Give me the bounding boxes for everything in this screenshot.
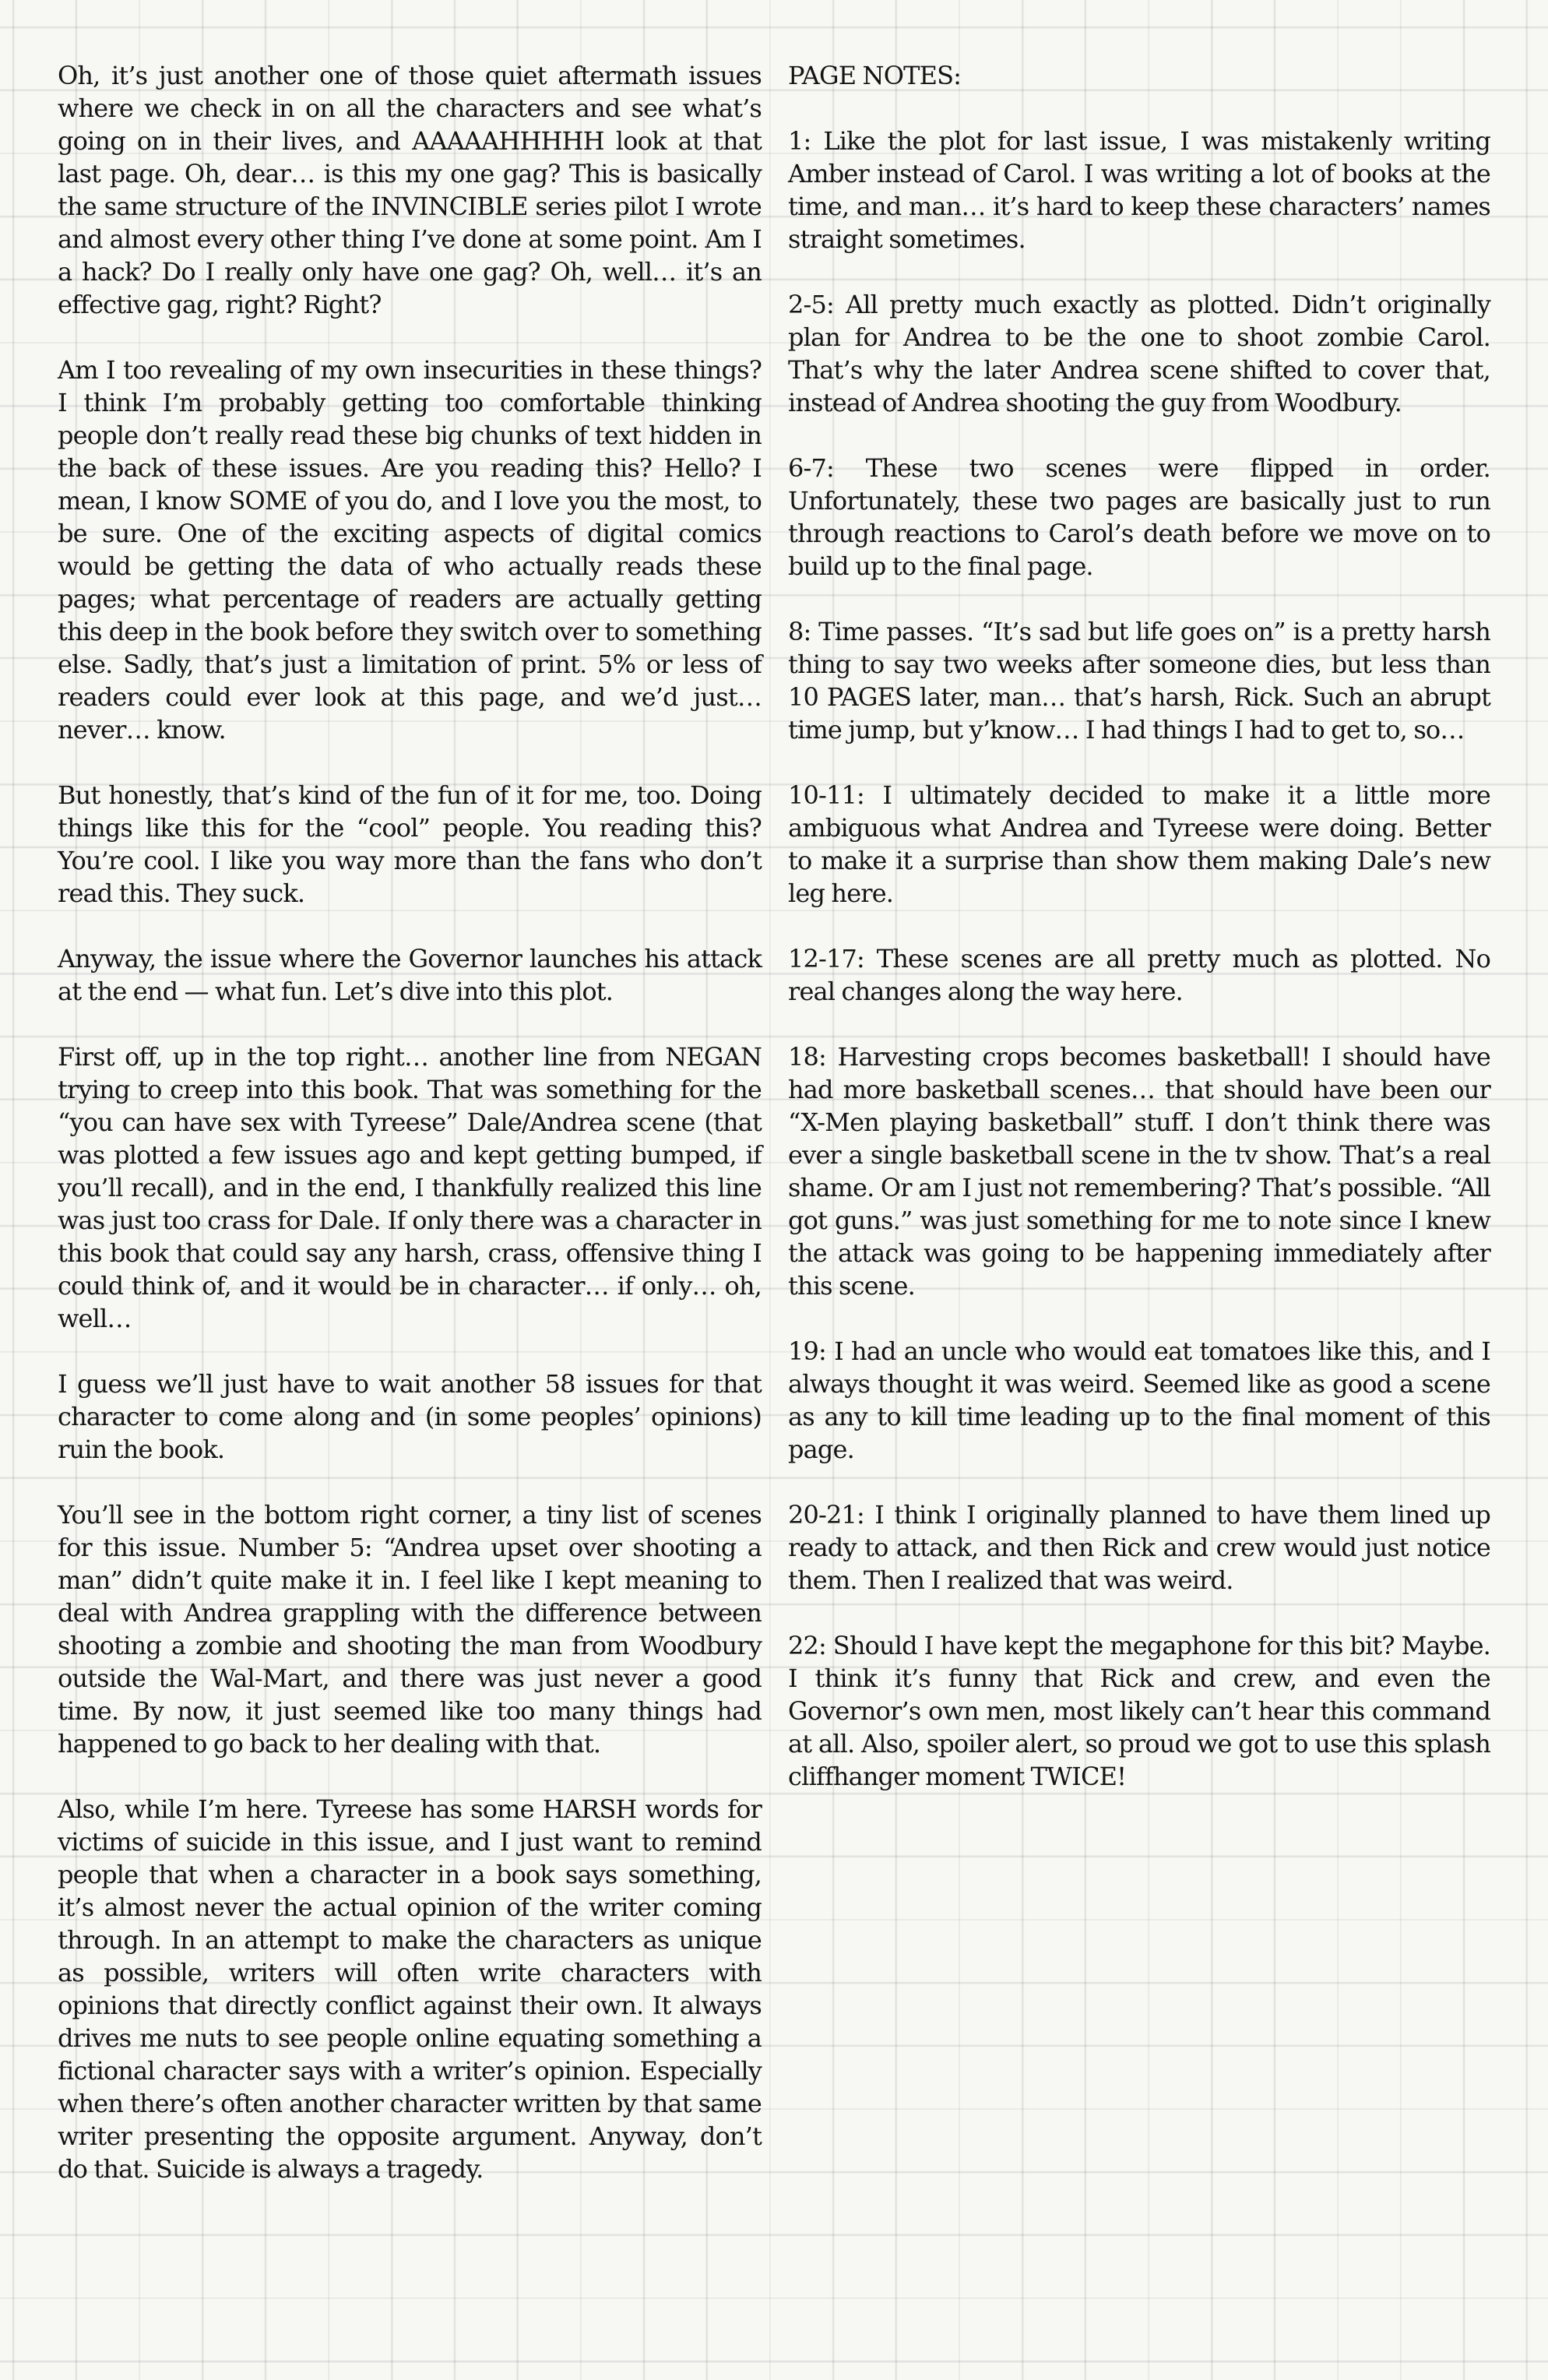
page-note: 10-11: I ultimately decided to make it a little more ambiguous what Andrea and Tyreese were doing. Better to make it a surprise than show them making Dale’s new leg here. <box>788 780 1490 908</box>
paragraph: First off, up in the top right… another line from NEGAN trying to creep into this book. That was something for the “you can have sex with Tyreese” Dale/Andrea scene (that was plotted a few issues ago and kept getting bumped, if you’ll recall), and in the end, I thankfully realized this line was just too crass for Dale. If only there was a character in this book that could say any harsh, crass, offensive thing I could think of, and it would be in character… if only… oh, well… <box>58 1042 762 1333</box>
paragraph: You’ll see in the bottom right corner, a tiny list of scenes for this issue. Number 5: “Andrea upset over shooting a man” didn’t quite make it in. I feel like I kept meaning to deal with Andrea grappling with the difference between shooting a zombie and shooting the man from Woodbury outside the Wal-Mart, and there was just never a good time. By now, it just seemed like too many things had happened to go back to her dealing with that. <box>58 1500 762 1759</box>
page-note: 12-17: These scenes are all pretty much as plotted. No real changes along the way here. <box>788 944 1490 1006</box>
page-note: 19: I had an uncle who would eat tomatoes like this, and I always thought it was weird. Seemed like as good a scene as any to kill time leading up to the final moment of this page. <box>788 1336 1490 1464</box>
page-note: 22: Should I have kept the megaphone for this bit? Maybe. I think it’s funny that Rick and crew, and even the Governor’s own men, most likely can’t hear this command at all. Also, spoiler alert, so proud we got to use this splash cliffhanger moment TWICE! <box>788 1631 1490 1791</box>
paragraph: Anyway, the issue where the Governor launches his attack at the end — what fun. Let’s dive into this plot. <box>58 944 762 1006</box>
page-notes-column <box>788 59 1490 1825</box>
page-notes-heading: PAGE NOTES: <box>788 61 962 90</box>
page-note: 18: Harvesting crops becomes basketball! I should have had more basketball scenes… that should have been our “X-Men playing basketball” stuff. I don’t think there was ever a single basketball scene in the tv show. That’s a real shame. Or am I just not remembering? That’s possible. “All got guns.” was just something for me to note since I knew the attack was going to be happening immediately after this scene. <box>788 1042 1490 1301</box>
page-note: 8: Time passes. “It’s sad but life goes on” is a pretty harsh thing to say two weeks after someone dies, but less than 10 PAGES later, man… that’s harsh, Rick. Such an abrupt time jump, but y’know… I had things I had to get to, so… <box>788 617 1490 745</box>
paragraph: I guess we’ll just have to wait another 58 issues for that character to come along and (in some peoples’ opinions) ruin the book. <box>58 1369 762 1464</box>
paragraph: But honestly, that’s kind of the fun of it for me, too. Doing things like this for the “cool” people. You reading this? You’re cool. I like you way more than the fans who don’t read this. They suck. <box>58 780 762 908</box>
paragraph: Am I too revealing of my own insecurities in these things? I think I’m probably getting too comfortable thinking people don’t really read these big chunks of text hidden in the back of these issues. Are you reading this? Hello? I mean, I know SOME of you do, and I love you the most, to be sure. One of the exciting aspects of digital comics would be getting the data of who actually reads these pages; what percentage of readers are actually getting this deep in the book before they switch over to something else. Sadly, that’s just a limitation of print. 5% or less of readers could ever look at this page, and we’d just… never… know. <box>58 355 762 745</box>
letters-column-left <box>58 59 762 2218</box>
page-note: 1: Like the plot for last issue, I was mistakenly writing Amber instead of Carol. I was writing a lot of books at the time, and man… it’s hard to keep these characters’ names straight sometimes. <box>788 126 1490 254</box>
page-note: 2-5: All pretty much exactly as plotted. Didn’t originally plan for Andrea to be the one to shoot zombie Carol. That’s why the later Andrea scene shifted to cover that, instead of Andrea shooting the guy from Woodbury. <box>788 290 1490 417</box>
page-note: 6-7: These two scenes were flipped in order. Unfortunately, these two pages are basically just to run through reactions to Carol’s death before we move on to build up to the final page. <box>788 453 1490 581</box>
page-note: 20-21: I think I originally planned to have them lined up ready to attack, and then Rick and crew would just notice them. Then I realized that was weird. <box>788 1500 1490 1595</box>
paragraph: Also, while I’m here. Tyreese has some HARSH words for victims of suicide in this issue, and I just want to remind people that when a character in a book says something, it’s almost never the actual opinion of the writer coming through. In an attempt to make the characters as unique as possible, writers will often write characters with opinions that directly conflict against their own. It always drives me nuts to see people online equating something a fictional character says with a writer’s opinion. Especially when there’s often another character written by that same writer presenting the opposite argument. Anyway, don’t do that. Suicide is always a tragedy. <box>58 1794 762 2184</box>
paragraph: Oh, it’s just another one of those quiet aftermath issues where we check in on all the characters and see what’s going on in their lives, and AAAAAHHHHH look at that last page. Oh, dear… is this my one gag? This is basically the same structure of the INVINCIBLE series pilot I wrote and almost every other thing I’ve done at some point. Am I a hack? Do I really only have one gag? Oh, well… it’s an effective gag, right? Right? <box>58 61 762 319</box>
